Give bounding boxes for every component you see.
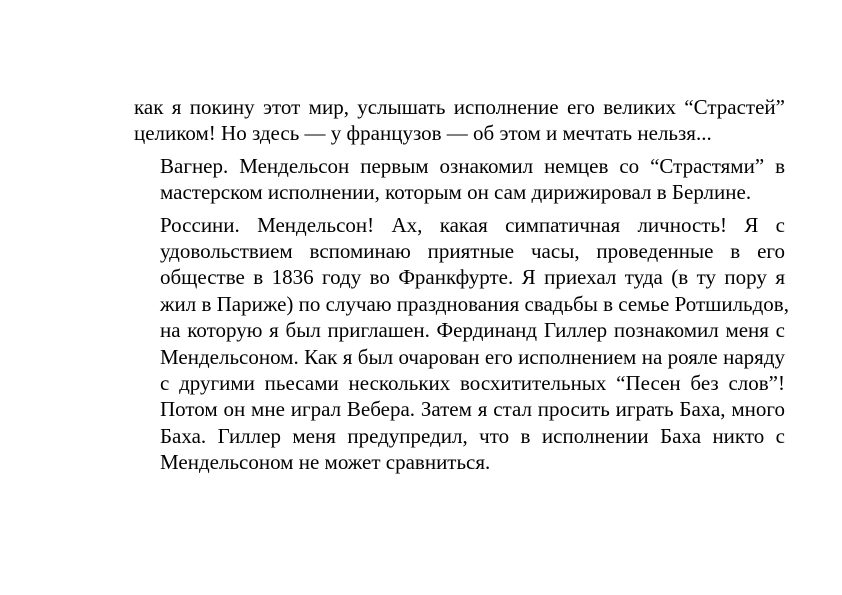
- paragraph-3: [134, 212, 789, 476]
- body-text: [134, 94, 789, 482]
- text-line: с другими пьесами нескольких восхитительных “Песен без слов”!: [160, 371, 785, 396]
- text-line: на которую я был приглашен. Фердинанд Гиллер познакомил меня с: [160, 318, 785, 343]
- text-line: целиком! Но здесь — у французов — об этом и мечтать нельзя...: [134, 121, 712, 146]
- text-line: как я покину этот мир, услышать исполнение его великих “Страстей”: [134, 95, 785, 119]
- text-line: Мендельсоном не может сравниться.: [160, 450, 491, 475]
- text-line: обществе в 1836 году во Франкфурте. Я приехал туда (в ту пору я: [160, 265, 785, 290]
- text-line: Потом он мне играл Вебера. Затем я стал просить играть Баха, много: [160, 397, 785, 422]
- paragraph-2: [134, 153, 785, 206]
- text-line: Баха. Гиллер меня предупредил, что в исполнении Баха никто с: [160, 423, 785, 448]
- text-line: мастерском исполнении, которым он сам дирижировал в Берлине.: [160, 180, 752, 205]
- text-line: жил в Париже) по случаю празднования свадьбы в семье Ротшильдов,: [160, 291, 789, 316]
- text-line: Вагнер. Мендельсон первым ознакомил немцев со “Страстями” в: [160, 153, 785, 178]
- text-line: Мендельсоном. Как я был очарован его исполнением на рояле наряду: [160, 344, 785, 369]
- text-line: Россини. Мендельсон! Ах, какая симпатичная личность! Я с: [160, 212, 785, 237]
- paragraph-1: [134, 94, 785, 147]
- text-line: удовольствием вспоминаю приятные часы, проведенные в его: [160, 239, 785, 264]
